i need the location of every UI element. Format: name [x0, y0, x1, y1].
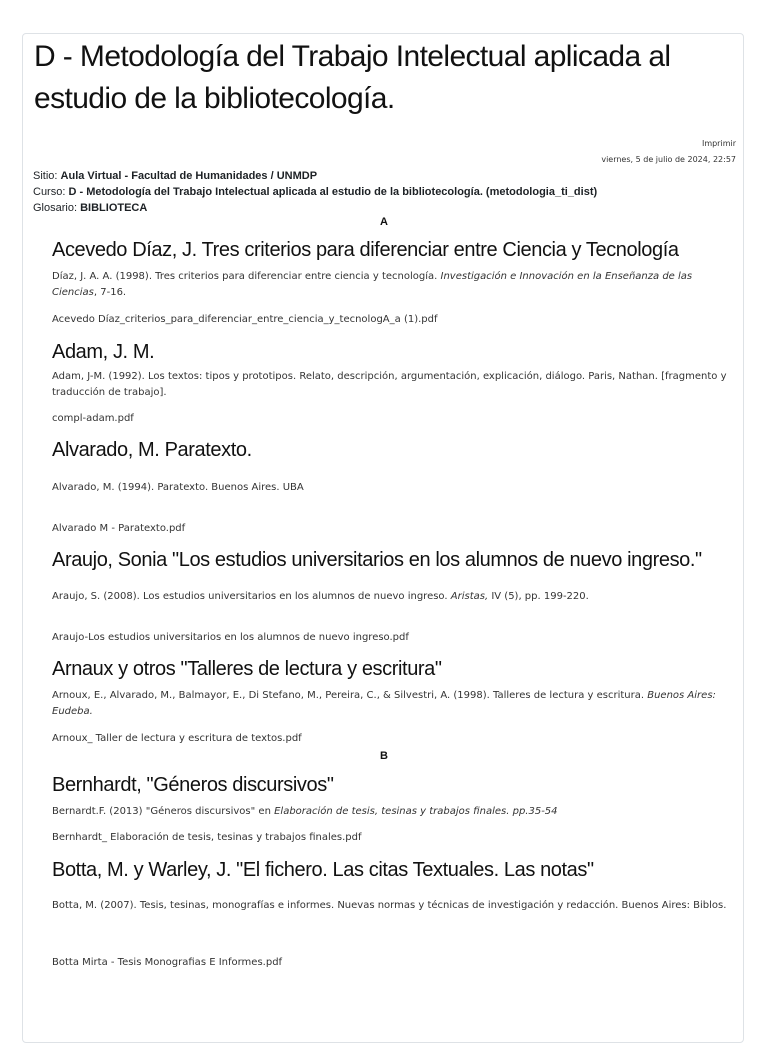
attachment-link[interactable]: Botta Mirta - Tesis Monografias E Informes.pdf [52, 957, 283, 968]
entry-title: Bernhardt, "Géneros discursivos" [52, 774, 334, 796]
course-value: D - Metodología del Trabajo Intelectual aplicada al estudio de la bibliotecología. (metodologia_ti_dist) [68, 186, 598, 198]
course-row [33, 184, 597, 200]
attachment-link[interactable]: Arnoux_ Taller de lectura y escritura de textos.pdf [52, 733, 302, 744]
print-link[interactable]: Imprimir [701, 139, 736, 148]
site-value: Aula Virtual - Facultad de Humanidades / UNMDP [60, 170, 318, 182]
print-date: viernes, 5 de julio de 2024, 22:57 [601, 155, 736, 164]
entry-text: Bernardt.F. (2013) "Géneros discursivos" en Elaboración de tesis, tesinas y trabajos finales. pp.35-54 [52, 806, 558, 817]
entry-text: Araujo, S. (2008). Los estudios universitarios en los alumnos de nuevo ingreso. Aristas, IV (5), pp. 199-220. [52, 591, 589, 602]
glossary-label: Glosario: [33, 202, 78, 214]
page-title: D - Metodología del Trabajo Intelectual aplicada al estudio de la bibliotecología. [34, 40, 671, 115]
entry-text: Alvarado, M. (1994). Paratexto. Buenos Aires. UBA [52, 482, 304, 493]
attachment-link[interactable]: Alvarado M - Paratexto.pdf [52, 523, 186, 534]
entry-text: Botta, M. (2007). Tesis, tesinas, monografías e informes. Nuevas normas y técnicas de investigación y redacción. Buenos Aires: Biblos. [52, 900, 727, 911]
site-label: Sitio: [33, 170, 58, 182]
letter-heading-b: B [380, 750, 388, 762]
entry-text: Arnoux, E., Alvarado, M., Balmayor, E., Di Stefano, M., Pereira, C., & Silvestri, A. (1998). Talleres de lectura y escritura. Buenos Aires: Eudeba. [52, 690, 716, 717]
print-metadata [33, 168, 597, 216]
entry-title: Adam, J. M. [52, 341, 155, 363]
entry-text: Adam, J-M. (1992). Los textos: tipos y prototipos. Relato, descripción, argumentación, explicación, diálogo. Paris, Nathan. [fragmento y traducción de trabajo]. [52, 371, 727, 398]
entry-title: Botta, M. y Warley, J. "El fichero. Las citas Textuales. Las notas" [52, 859, 594, 881]
attachment-link[interactable]: compl-adam.pdf [52, 413, 134, 424]
glossary-row [33, 200, 597, 216]
attachment-link[interactable]: Bernhardt_ Elaboración de tesis, tesinas y trabajos finales.pdf [52, 832, 362, 843]
entry-title: Alvarado, M. Paratexto. [52, 439, 252, 461]
attachment-link[interactable]: Araujo-Los estudios universitarios en los alumnos de nuevo ingreso.pdf [52, 632, 409, 643]
course-label: Curso: [33, 186, 66, 198]
glossary-value: BIBLIOTECA [80, 202, 148, 214]
entry-title: Arnaux y otros "Talleres de lectura y escritura" [52, 658, 442, 680]
entry-title: Araujo, Sonia "Los estudios universitarios en los alumnos de nuevo ingreso." [52, 549, 702, 571]
entry-text: Díaz, J. A. A. (1998). Tres criterios para diferenciar entre ciencia y tecnología. Investigación e Innovación en la Enseñanza de las Ciencias, 7-16. [52, 271, 693, 298]
letter-heading-a: A [380, 216, 388, 228]
site-row [33, 168, 597, 184]
attachment-link[interactable]: Acevedo Díaz_criterios_para_diferenciar_entre_ciencia_y_tecnologA_a (1).pdf [52, 314, 438, 325]
entry-title: Acevedo Díaz, J. Tres criterios para diferenciar entre Ciencia y Tecnología [52, 239, 679, 261]
